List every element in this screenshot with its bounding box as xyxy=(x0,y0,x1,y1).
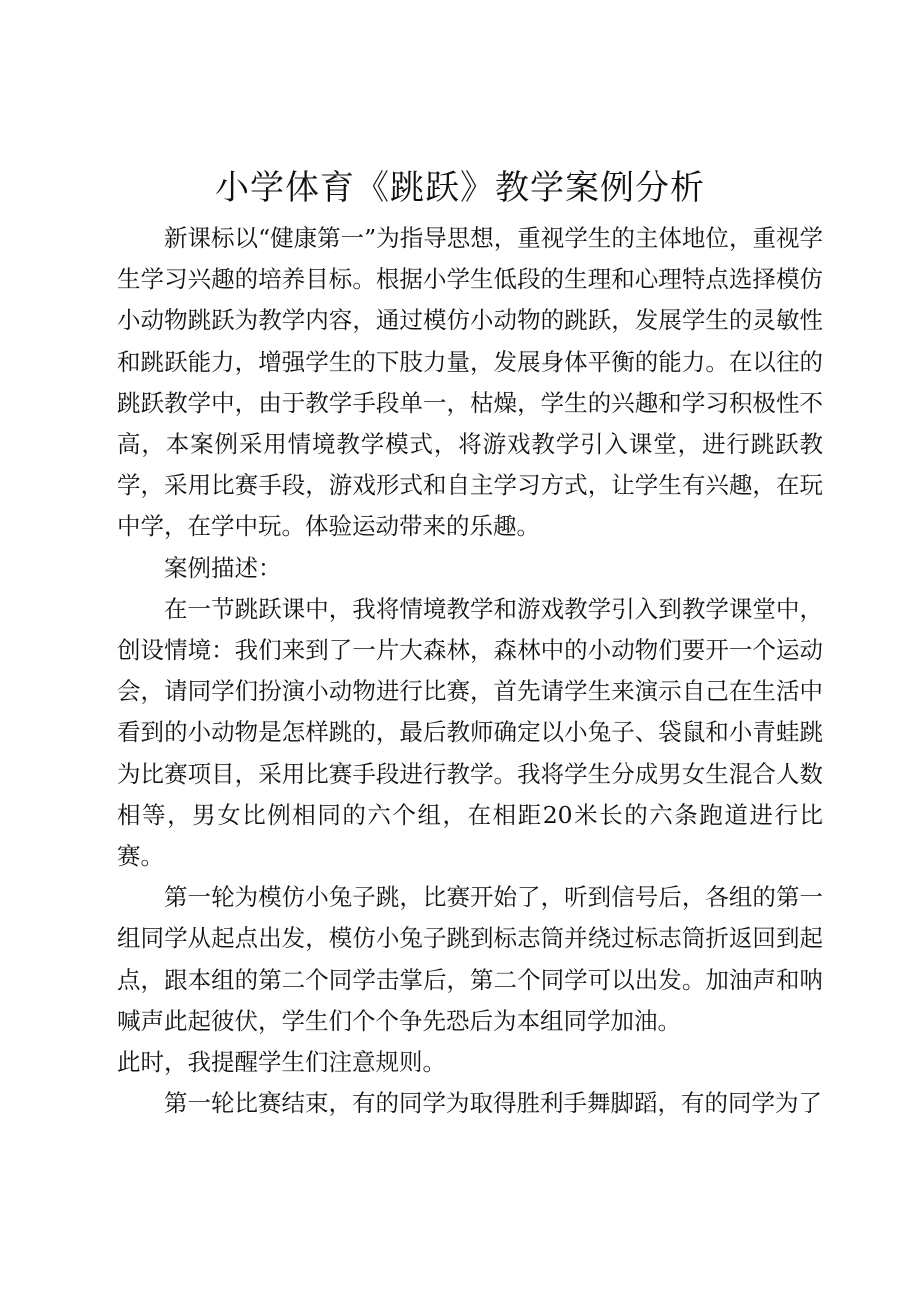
document-title: 小学体育《跳跃》教学案例分析 xyxy=(215,168,705,208)
paragraph-round-one-end: 第一轮比赛结束，有的同学为取得胜利手舞脚蹈，有的同学为了 xyxy=(164,1089,822,1118)
paragraph-case-heading: 案例描述： xyxy=(164,553,282,582)
paragraph-intro: 新课标以“健康第一”为指导思想，重视学生的主体地位，重视学生学习兴趣的培养目标。根据小学生低段的生理和心理特点选择模仿小动物跳跃为教学内容，通过模仿小动物的跳跃，发展学生的灵敏性和跳跃能力，增强学生的下肢力量，发展身体平衡的能力。在以往的跳跃教学中，由于教学手段单一，枯燥，学生的兴趣和学习积极性不高，本案例采用情境教学模式，将游戏教学引入课堂，进行跳跃教学，采用比赛手段，游戏形式和自主学习方式，让学生有兴趣，在玩中学，在学中玩。体验运动带来的乐趣。 xyxy=(117,224,823,541)
document-body xyxy=(117,218,823,1124)
paragraph-round-one: 第一轮为模仿小兔子跳，比赛开始了，听到信号后，各组的第一组同学从起点出发，模仿小兔子跳到标志筒并绕过标志筒折返回到起点，跟本组的第二个同学击掌后，第二个同学可以出发。加油声和呐喊声此起彼伏，学生们个个争先恐后为本组同学加油。 xyxy=(117,883,823,1035)
paragraph-reminder: 此时，我提醒学生们注意规则。 xyxy=(117,1048,446,1077)
paragraph-case-description: 在一节跳跃课中，我将情境教学和游戏教学引入到教学课堂中，创设情境：我们来到了一片大森林，森林中的小动物们要开一个运动会，请同学们扮演小动物进行比赛，首先请学生来演示自己在生活中看到的小动物是怎样跳的，最后教师确定以小兔子、袋鼠和小青蛙跳为比赛项目，采用比赛手段进行教学。我将学生分成男女生混合人数相等，男女比例相同的六个组，在相距20米长的六条跑道进行比赛。 xyxy=(117,594,823,871)
